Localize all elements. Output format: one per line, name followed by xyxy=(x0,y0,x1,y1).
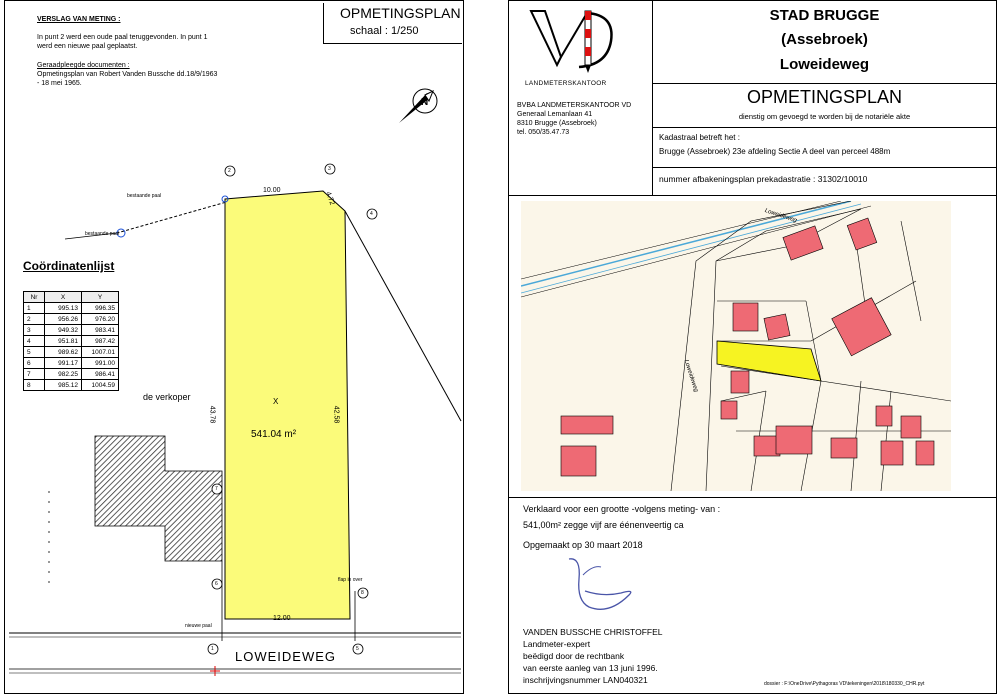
place-street: Loweideweg xyxy=(779,56,870,73)
existing-pole-label-a: bestaande paal xyxy=(127,193,162,199)
report-line-1: In punt 2 werd een oude paal teruggevonden. In punt 1 xyxy=(37,34,208,41)
cadastre-box-border xyxy=(652,167,997,168)
cell-y: 991.00 xyxy=(82,358,119,369)
cell-nr: 2 xyxy=(24,314,45,325)
survey-plan-sheet xyxy=(4,0,464,694)
report-line-2: werd een nieuwe paal geplaatst. xyxy=(37,43,138,50)
cell-x: 989.62 xyxy=(45,347,82,358)
parcel-area: 541.04 m² xyxy=(251,429,297,440)
dim-top-right: 4.72 xyxy=(324,190,336,207)
company-phone: tel. 050/35.47.73 xyxy=(517,129,570,136)
map-street-west: Loweideweg xyxy=(682,359,699,393)
table-row xyxy=(24,358,119,369)
company-city: 8310 Brugge (Assebroek) xyxy=(517,120,597,127)
seller-building xyxy=(95,436,222,561)
prekad-number: nummer afbakeningsplan prekadastratie : 31302/10010 xyxy=(659,174,868,184)
right-plan-title: OPMETINGSPLAN xyxy=(746,87,903,107)
point-label-1: 1 xyxy=(211,646,214,652)
cell-y: 1004.59 xyxy=(82,380,119,391)
company-logo-icon xyxy=(527,7,617,77)
place-district: (Assebroek) xyxy=(781,31,868,48)
signer-oath-2: van eerste aanleg van 13 juni 1996. xyxy=(523,663,658,673)
location-map xyxy=(521,201,951,491)
map-divider xyxy=(509,497,997,498)
map-street-north: Loweideweg xyxy=(763,207,798,225)
existing-pole-label-b: bestaande paal xyxy=(85,231,120,237)
cell-nr: 6 xyxy=(24,358,45,369)
facade-label: flap in over xyxy=(338,577,363,583)
street-name: LOWEIDEWEG xyxy=(235,649,337,664)
signer-title: Landmeter-expert xyxy=(523,639,591,649)
plan-scale: schaal : 1/250 xyxy=(350,25,419,37)
table-row xyxy=(24,369,119,380)
logo-text xyxy=(511,1,512,2)
company-name: BVBA LANDMETERSKANTOOR VD xyxy=(517,102,632,109)
seller-label: de verkoper xyxy=(143,392,191,402)
surveyed-parcel xyxy=(225,191,350,619)
dim-bottom: 12.00 xyxy=(273,615,291,622)
company-street: Generaal Lemanlaan 41 xyxy=(517,111,593,118)
svg-text:N: N xyxy=(421,97,429,108)
declaration-date: Opgemaakt op 30 maart 2018 xyxy=(523,540,643,550)
declaration-line-1: Verklaard voor een grootte -volgens meting- van : xyxy=(523,504,721,514)
point-label-6: 6 xyxy=(215,581,218,587)
new-pole-label: nieuwe paal xyxy=(185,623,212,629)
signature-image xyxy=(549,549,659,619)
table-row xyxy=(24,314,119,325)
point-label-8: 8 xyxy=(361,590,364,596)
prekad-box-border xyxy=(509,195,997,196)
signer-name: VANDEN BUSSCHE CHRISTOFFEL xyxy=(523,627,663,637)
cell-x: 956.26 xyxy=(45,314,82,325)
table-row xyxy=(24,380,119,391)
dim-left: 43.78 xyxy=(208,405,216,424)
right-plan-subtitle: dienstig om gevoegd te worden bij de notariële akte xyxy=(738,112,911,121)
cell-x: 951.81 xyxy=(45,336,82,347)
place-box-border xyxy=(652,83,997,84)
table-row xyxy=(24,303,119,314)
declaration-line-2: 541,00m² zegge vijf are éénenveertig ca xyxy=(523,520,684,530)
table-row xyxy=(24,336,119,347)
point-label-4: 4 xyxy=(370,211,373,217)
cell-nr: 1 xyxy=(24,303,45,314)
cell-nr: 3 xyxy=(24,325,45,336)
point-label-2: 2 xyxy=(228,168,231,174)
point-label-3: 3 xyxy=(328,166,331,172)
point-label-7: 7 xyxy=(215,486,218,492)
table-header-row xyxy=(24,292,119,303)
documents-line-1: Opmetingsplan van Robert Vanden Bussche dd.18/9/1963 xyxy=(37,71,218,78)
cell-x: 982.25 xyxy=(45,369,82,380)
documents-heading: Geraadpleegde documenten : xyxy=(37,62,130,69)
cadastre-value: Brugge (Assebroek) 23e afdeling Sectie A deel van perceel 488m xyxy=(659,147,891,156)
cell-y: 983.41 xyxy=(82,325,119,336)
cell-nr: 4 xyxy=(24,336,45,347)
file-path: dossier : F:\OneDrive\Pythagoras VD\tekeningen\2018\180330_CHR.pyt xyxy=(764,681,925,687)
point-label-5: 5 xyxy=(356,646,359,652)
col-header-x: X xyxy=(45,292,82,303)
col-header-y: Y xyxy=(82,292,119,303)
table-row xyxy=(24,325,119,336)
centroid-mark: X xyxy=(273,397,279,406)
dim-top: 10.00 xyxy=(263,187,281,194)
title-box-border xyxy=(652,127,997,128)
table-row xyxy=(24,347,119,358)
cell-nr: 8 xyxy=(24,380,45,391)
report-heading: VERSLAG VAN METING : xyxy=(37,16,121,23)
cell-x: 991.17 xyxy=(45,358,82,369)
cell-nr: 7 xyxy=(24,369,45,380)
cell-y: 986.41 xyxy=(82,369,119,380)
documents-line-2: - 18 mei 1965. xyxy=(37,80,82,87)
plan-title: OPMETINGSPLAN xyxy=(340,5,461,21)
cell-y: 996.35 xyxy=(82,303,119,314)
cell-y: 987.42 xyxy=(82,336,119,347)
logo-caption: LANDMETERSKANTOOR xyxy=(525,80,607,87)
cell-nr: 5 xyxy=(24,347,45,358)
dim-right: 42.58 xyxy=(332,405,340,424)
title-block-sheet xyxy=(508,0,997,694)
cell-x: 985.12 xyxy=(45,380,82,391)
cell-y: 1007.01 xyxy=(82,347,119,358)
cell-x: 995.13 xyxy=(45,303,82,314)
place-city: STAD BRUGGE xyxy=(769,7,880,24)
coordinate-table xyxy=(23,291,119,391)
col-header-nr: Nr xyxy=(24,292,45,303)
signer-registration: inschrijvingsnummer LAN040321 xyxy=(523,675,648,685)
cell-y: 976.20 xyxy=(82,314,119,325)
cell-x: 949.32 xyxy=(45,325,82,336)
signer-oath-1: beëdigd door de rechtbank xyxy=(523,651,625,661)
coordinate-list-title: Coördinatenlijst xyxy=(23,259,115,273)
cadastre-label: Kadastraal betreft het : xyxy=(659,133,740,142)
